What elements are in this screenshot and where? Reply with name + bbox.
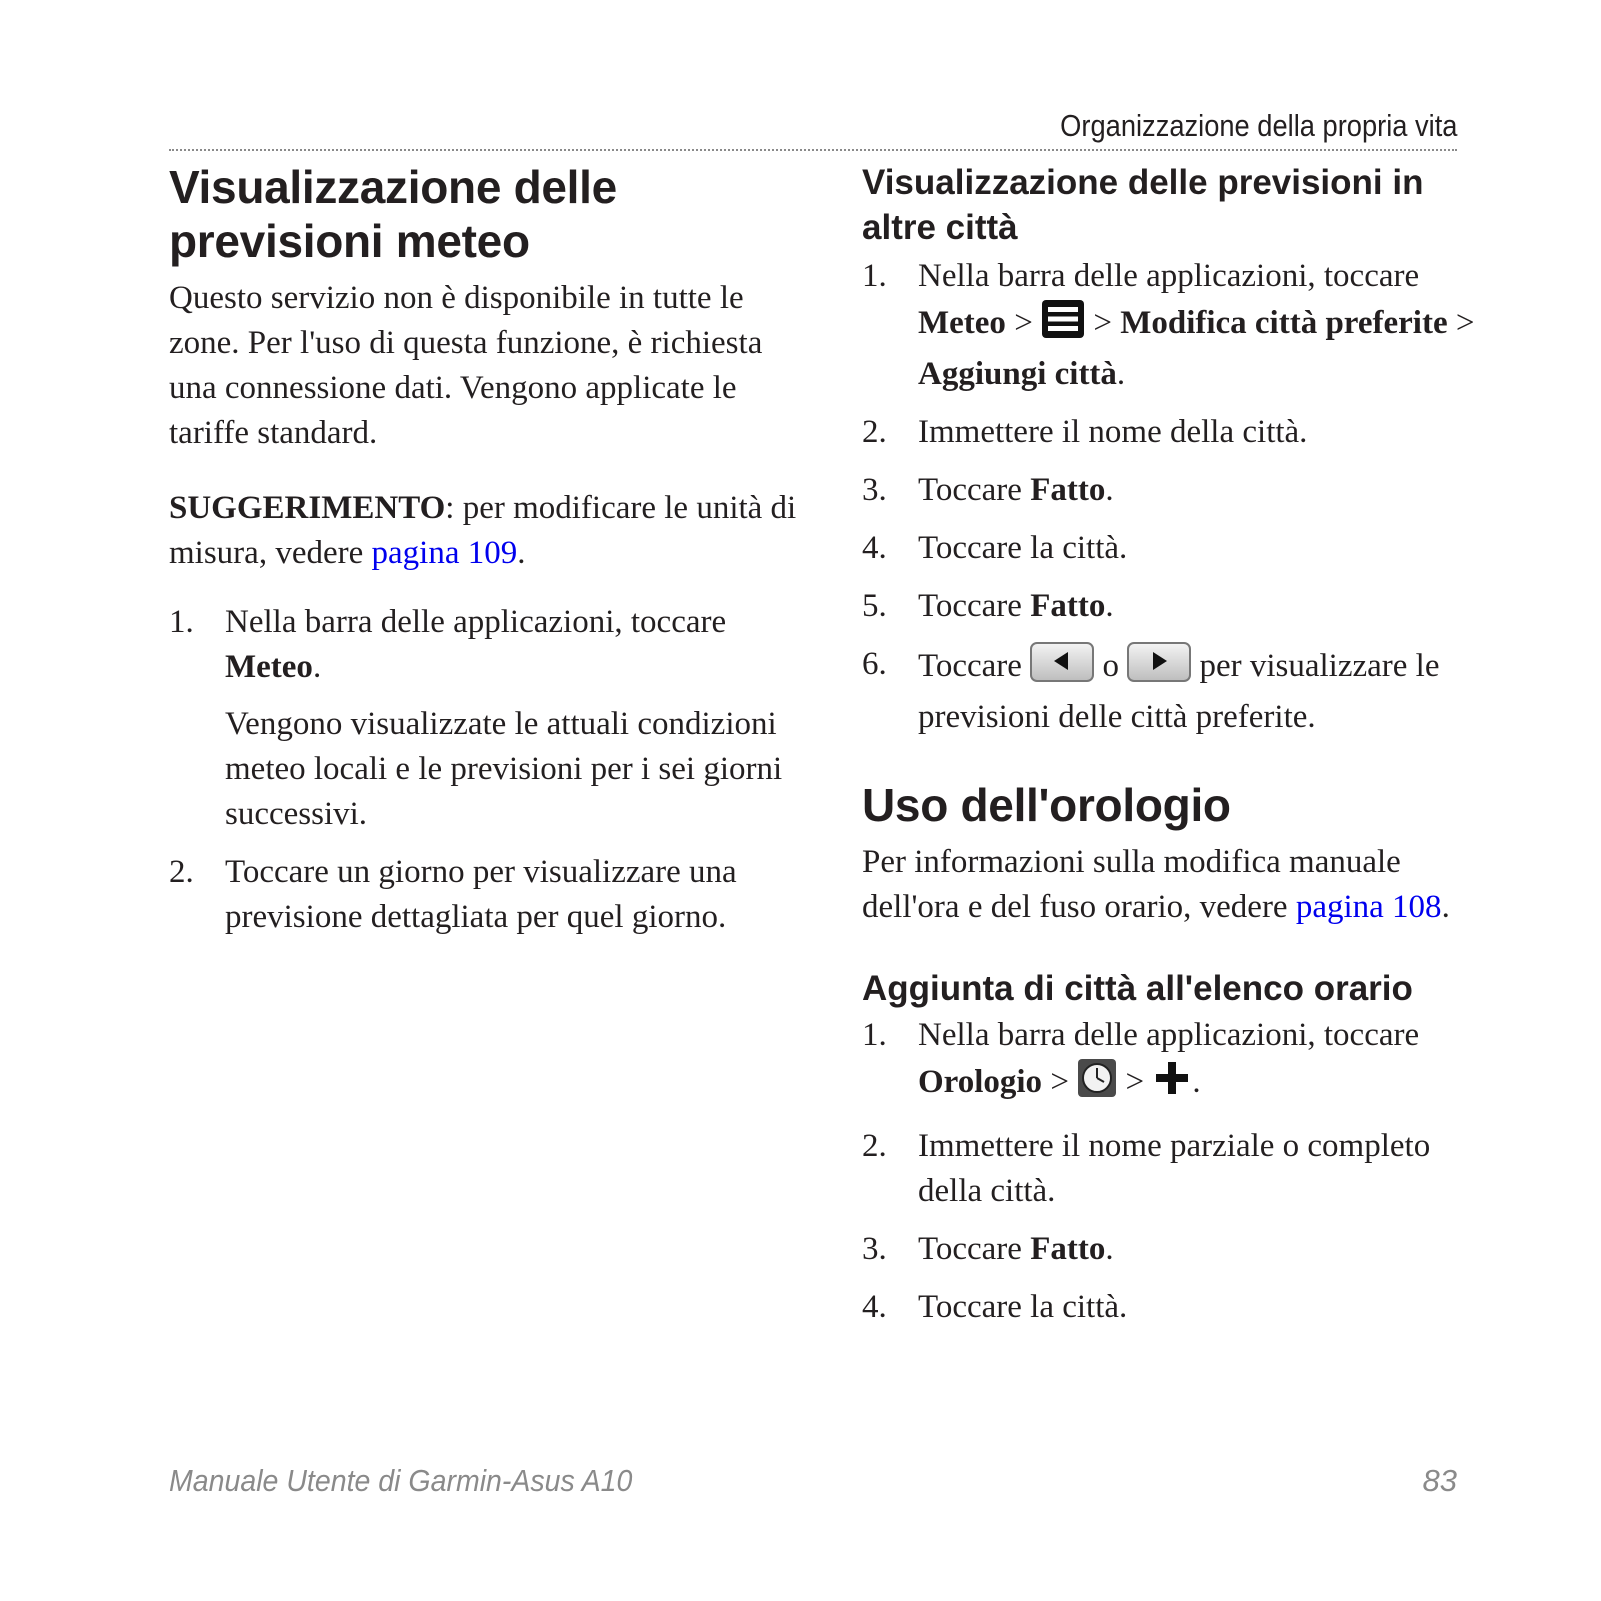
- step-text: Toccare un giorno per visualizzare una previsione dettagliata per quel giorno.: [225, 854, 737, 935]
- step-end: .: [1105, 588, 1114, 624]
- page-title: [169, 160, 809, 268]
- right-column: [862, 160, 1502, 1343]
- step-number: 2.: [862, 414, 887, 450]
- list-item: [169, 600, 809, 837]
- step-text: Nella barra delle applicazioni, toccare: [918, 1017, 1420, 1053]
- step-text: Toccare: [918, 588, 1031, 624]
- step-end: .: [1192, 1064, 1201, 1101]
- clock-intro-end: .: [1441, 889, 1450, 925]
- step-separator: >: [1117, 1064, 1153, 1101]
- step-text: Toccare la città.: [918, 1289, 1128, 1325]
- step-separator: >: [1005, 305, 1042, 342]
- step-separator: >: [1085, 305, 1121, 342]
- list-item: [862, 468, 1502, 513]
- step-text: Toccare: [918, 472, 1031, 508]
- step-end: .: [312, 649, 322, 685]
- plus-icon: [1152, 1058, 1192, 1111]
- weather-steps: [169, 600, 809, 940]
- header-divider: [169, 149, 1457, 151]
- step-text: Toccare la città.: [918, 530, 1128, 566]
- subsection-title-other-cities: Visualizzazione delle previsioni in altre città: [862, 163, 1424, 247]
- intro-paragraph: Questo servizio non è disponibile in tutte le zone. Per l'uso di questa funzione, è richiesta una connessione dati. Vengono applicate le tariffe standard.: [169, 280, 763, 451]
- step-number: 3.: [862, 472, 887, 508]
- footer-manual-title: Manuale Utente di Garmin-Asus A10: [169, 1463, 633, 1498]
- step-number: 4.: [862, 530, 887, 566]
- title-line-2: previsioni meteo: [169, 215, 530, 267]
- step-number: 6.: [862, 646, 887, 682]
- clock-intro: [862, 840, 1502, 930]
- step-bold: Orologio: [918, 1064, 1043, 1101]
- list-item: [169, 850, 809, 940]
- running-header: Organizzazione della propria vita: [1059, 108, 1457, 143]
- step-bold: Fatto: [1030, 1231, 1106, 1267]
- step-number: 3.: [862, 1231, 887, 1267]
- arrow-left-button-icon: [1030, 642, 1094, 695]
- subsection-title-world-clock: Aggiunta di città all'elenco orario: [862, 969, 1413, 1008]
- step-number: 1.: [862, 1017, 887, 1053]
- step-end: .: [1105, 1231, 1114, 1267]
- step-bold: Meteo: [225, 649, 313, 685]
- step-bold: Meteo: [918, 305, 1006, 342]
- list-item: [862, 410, 1502, 455]
- list-item: [862, 1227, 1502, 1272]
- step-end: .: [1116, 356, 1126, 392]
- list-item: [862, 584, 1502, 629]
- footer-page-number: 83: [1422, 1463, 1457, 1498]
- step-number: 1.: [169, 604, 194, 640]
- list-item: [862, 1285, 1502, 1330]
- list-item: [862, 1013, 1502, 1111]
- step-bold: Fatto: [1030, 472, 1106, 508]
- step-text: Nella barra delle applicazioni, toccare: [918, 258, 1420, 294]
- list-item: [862, 526, 1502, 571]
- list-item: [862, 254, 1502, 397]
- world-clock-steps: [862, 1013, 1502, 1330]
- step-number: 2.: [862, 1128, 887, 1164]
- step-number: 1.: [862, 258, 887, 294]
- menu-icon: [1041, 299, 1085, 352]
- tip-paragraph: [169, 486, 809, 576]
- step-text: Immettere il nome parziale o completo della città.: [918, 1128, 1431, 1209]
- clock-intro-text: Per informazioni sulla modifica manuale dell'ora e del fuso orario, vedere: [862, 844, 1401, 925]
- step-text: per visualizzare le previsioni delle città preferite.: [918, 648, 1440, 735]
- step-bold: Aggiungi città: [918, 356, 1117, 392]
- step-note: Vengono visualizzate le attuali condizioni meteo locali e le previsioni per i sei giorni successivi.: [225, 706, 783, 832]
- list-item: [862, 1124, 1502, 1214]
- step-separator: >: [1042, 1064, 1078, 1101]
- title-line-1: Visualizzazione delle: [169, 161, 617, 213]
- step-bold: Fatto: [1030, 588, 1106, 624]
- clock-link[interactable]: pagina 108: [1295, 889, 1442, 925]
- arrow-right-button-icon: [1127, 642, 1191, 695]
- step-number: 5.: [862, 588, 887, 624]
- tip-end: .: [517, 535, 526, 571]
- step-text: Immettere il nome della città.: [918, 414, 1308, 450]
- step-text: Toccare: [918, 1231, 1031, 1267]
- step-number: 4.: [862, 1289, 887, 1325]
- tip-text: : per modificare le unità di misura, vedere: [169, 490, 797, 571]
- step-text: Toccare: [918, 648, 1031, 685]
- clock-icon: [1077, 1058, 1117, 1111]
- tip-link[interactable]: pagina 109: [371, 535, 518, 571]
- section-title-clock: Uso dell'orologio: [862, 779, 1231, 831]
- step-text: Nella barra delle applicazioni, toccare: [225, 604, 727, 640]
- step-end: .: [1105, 472, 1114, 508]
- other-cities-steps: [862, 254, 1502, 740]
- step-number: 2.: [169, 854, 194, 890]
- list-item: [862, 642, 1502, 740]
- step-or: o: [1094, 648, 1128, 685]
- step-separator: >: [1447, 305, 1475, 342]
- left-column: [169, 160, 809, 953]
- tip-label: SUGGERIMENTO: [169, 490, 446, 526]
- step-bold: Modifica città preferite: [1120, 305, 1448, 342]
